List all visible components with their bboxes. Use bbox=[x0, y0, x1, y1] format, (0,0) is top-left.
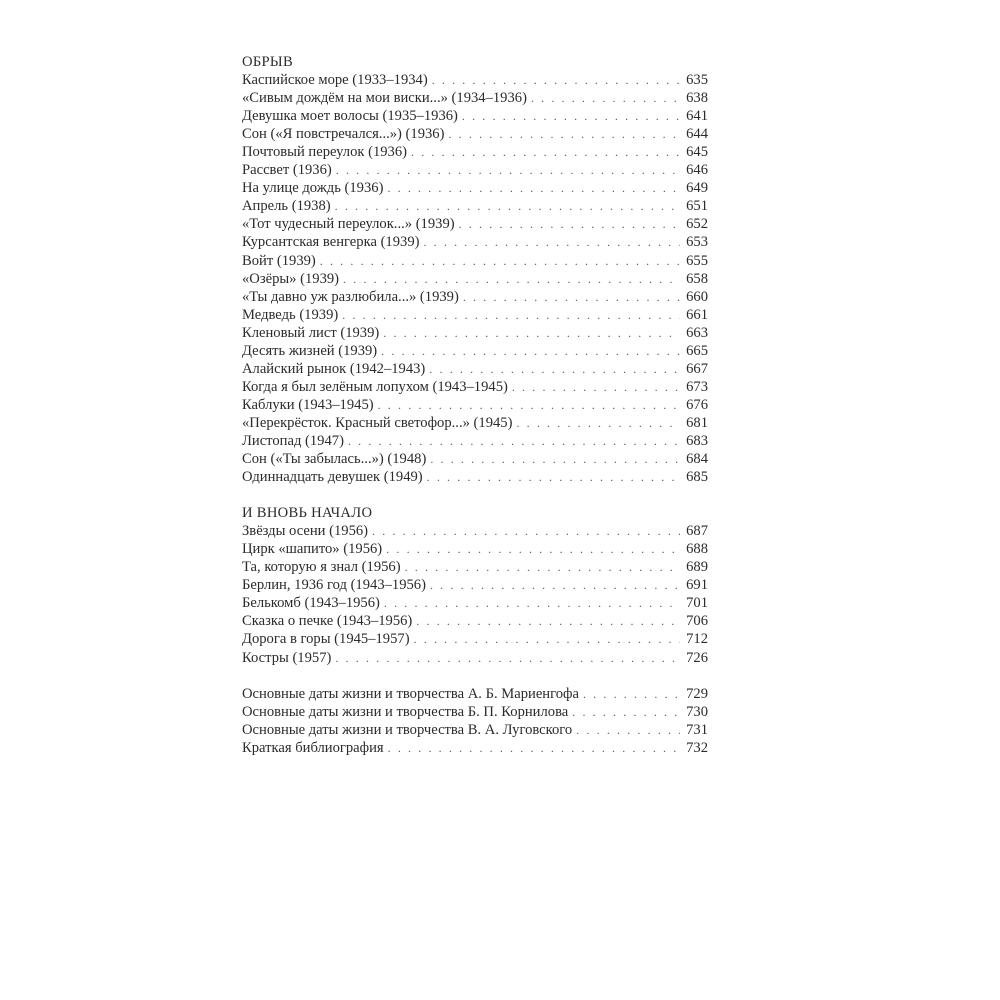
dot-leader bbox=[430, 576, 680, 594]
entry-title: Каблуки (1943–1945) bbox=[242, 396, 374, 413]
toc-entry bbox=[242, 161, 708, 179]
toc-entry bbox=[242, 107, 708, 125]
dot-leader bbox=[462, 107, 680, 125]
entry-title: Звёзды осени (1956) bbox=[242, 523, 369, 540]
toc-entry bbox=[242, 522, 708, 540]
entry-title: Та, которую я знал (1956) bbox=[242, 559, 401, 576]
entry-page-number: 651 bbox=[686, 198, 708, 215]
entry-page-number: 653 bbox=[686, 234, 708, 251]
dot-leader bbox=[414, 630, 680, 648]
toc-entry bbox=[242, 649, 708, 667]
entry-title: Дорога в горы (1945–1957) bbox=[242, 631, 410, 648]
toc-entry bbox=[242, 739, 708, 757]
toc-entry bbox=[242, 306, 708, 324]
entry-title: Берлин, 1936 год (1943–1956) bbox=[242, 577, 426, 594]
entry-page-number: 689 bbox=[686, 559, 708, 576]
dot-leader bbox=[459, 215, 680, 233]
entry-page-number: 665 bbox=[686, 342, 708, 359]
toc-entry bbox=[242, 594, 708, 612]
entry-title: Белькомб (1943–1956) bbox=[242, 595, 380, 612]
dot-leader bbox=[386, 540, 680, 558]
entry-title: Войт (1939) bbox=[242, 252, 316, 269]
entry-title: Сон («Я повстречался...») (1936) bbox=[242, 126, 445, 143]
entry-page-number: 691 bbox=[686, 577, 708, 594]
toc-entry bbox=[242, 378, 708, 396]
entry-title: Кленовый лист (1939) bbox=[242, 324, 380, 341]
entry-page-number: 663 bbox=[686, 324, 708, 341]
dot-leader bbox=[531, 89, 680, 107]
entry-page-number: 730 bbox=[686, 703, 708, 720]
dot-leader bbox=[432, 71, 680, 89]
toc-entry bbox=[242, 685, 708, 703]
dot-leader bbox=[335, 197, 680, 215]
dot-leader bbox=[343, 270, 680, 288]
entry-title: «Озёры» (1939) bbox=[242, 270, 340, 287]
entry-page-number: 658 bbox=[686, 270, 708, 287]
entry-title: Цирк «шапито» (1956) bbox=[242, 541, 383, 558]
entry-page-number: 655 bbox=[686, 252, 708, 269]
dot-leader bbox=[572, 703, 680, 721]
entry-title: Краткая библиография bbox=[242, 739, 384, 756]
entry-title: Одиннадцать девушек (1949) bbox=[242, 469, 423, 486]
dot-leader bbox=[512, 378, 680, 396]
entry-title: На улице дождь (1936) bbox=[242, 180, 384, 197]
toc-entry bbox=[242, 468, 708, 486]
dot-leader bbox=[516, 414, 680, 432]
entry-title: Основные даты жизни и творчества Б. П. Корнилова bbox=[242, 703, 569, 720]
entry-title: Каспийское море (1933–1934) bbox=[242, 72, 428, 89]
toc-entry bbox=[242, 288, 708, 306]
dot-leader bbox=[423, 233, 680, 251]
entry-page-number: 652 bbox=[686, 216, 708, 233]
toc-entry bbox=[242, 342, 708, 360]
entry-page-number: 732 bbox=[686, 739, 708, 756]
toc-entry bbox=[242, 197, 708, 215]
entry-page-number: 649 bbox=[686, 180, 708, 197]
dot-leader bbox=[405, 558, 680, 576]
dot-leader bbox=[388, 739, 680, 757]
toc-entry bbox=[242, 270, 708, 288]
toc-entry bbox=[242, 612, 708, 630]
entry-title: «Ты давно уж разлюбила...» (1939) bbox=[242, 288, 459, 305]
dot-leader bbox=[429, 360, 680, 378]
dot-leader bbox=[336, 161, 680, 179]
entry-page-number: 687 bbox=[686, 523, 708, 540]
dot-leader bbox=[448, 125, 680, 143]
toc-entry bbox=[242, 215, 708, 233]
toc-entry bbox=[242, 576, 708, 594]
entry-page-number: 684 bbox=[686, 451, 708, 468]
entry-title: Основные даты жизни и творчества А. Б. Мариенгофа bbox=[242, 685, 579, 702]
entry-title: Девушка моет волосы (1935–1936) bbox=[242, 108, 458, 125]
dot-leader bbox=[320, 252, 680, 270]
entry-title: Медведь (1939) bbox=[242, 306, 339, 323]
toc-entry bbox=[242, 414, 708, 432]
toc-entry bbox=[242, 703, 708, 721]
entry-page-number: 661 bbox=[686, 306, 708, 323]
toc-entry bbox=[242, 252, 708, 270]
entry-page-number: 726 bbox=[686, 649, 708, 666]
dot-leader bbox=[387, 179, 680, 197]
entry-title: Рассвет (1936) bbox=[242, 162, 332, 179]
toc-entry bbox=[242, 143, 708, 161]
toc-entry bbox=[242, 450, 708, 468]
toc-entry bbox=[242, 233, 708, 251]
entry-page-number: 638 bbox=[686, 90, 708, 107]
dot-leader bbox=[335, 649, 680, 667]
entry-page-number: 683 bbox=[686, 432, 708, 449]
entry-title: Листопад (1947) bbox=[242, 432, 344, 449]
dot-leader bbox=[427, 468, 680, 486]
entry-title: Основные даты жизни и творчества В. А. Луговского bbox=[242, 721, 573, 738]
entry-page-number: 667 bbox=[686, 360, 708, 377]
entry-page-number: 688 bbox=[686, 541, 708, 558]
toc-section bbox=[242, 685, 708, 757]
section-heading: ОБРЫВ bbox=[242, 54, 293, 70]
entry-title: Сказка о печке (1943–1956) bbox=[242, 613, 413, 630]
toc-entry bbox=[242, 558, 708, 576]
entry-page-number: 635 bbox=[686, 72, 708, 89]
entry-title: Когда я был зелёным лопухом (1943–1945) bbox=[242, 378, 508, 395]
entry-page-number: 681 bbox=[686, 414, 708, 431]
dot-leader bbox=[378, 396, 680, 414]
entry-title: Сон («Ты забылась...») (1948) bbox=[242, 451, 427, 468]
toc-entry bbox=[242, 432, 708, 450]
entry-page-number: 676 bbox=[686, 396, 708, 413]
dot-leader bbox=[416, 612, 680, 630]
dot-leader bbox=[411, 143, 680, 161]
entry-page-number: 729 bbox=[686, 685, 708, 702]
toc-entry bbox=[242, 89, 708, 107]
toc-entry bbox=[242, 125, 708, 143]
dot-leader bbox=[383, 324, 680, 342]
entry-title: «Сивым дождём на мои виски...» (1934–1936) bbox=[242, 90, 527, 107]
entry-title: Костры (1957) bbox=[242, 649, 332, 666]
entry-title: «Перекрёсток. Красный светофор...» (1945) bbox=[242, 414, 513, 431]
entry-page-number: 641 bbox=[686, 108, 708, 125]
dot-leader bbox=[463, 288, 680, 306]
entry-page-number: 685 bbox=[686, 469, 708, 486]
dot-leader bbox=[583, 685, 680, 703]
entry-page-number: 731 bbox=[686, 721, 708, 738]
toc-entry bbox=[242, 324, 708, 342]
toc-entry bbox=[242, 179, 708, 197]
section-heading: И ВНОВЬ НАЧАЛО bbox=[242, 505, 373, 522]
entry-page-number: 712 bbox=[686, 631, 708, 648]
table-of-contents bbox=[242, 53, 708, 775]
toc-section bbox=[242, 53, 708, 486]
entry-title: Алайский рынок (1942–1943) bbox=[242, 360, 426, 377]
entry-page-number: 646 bbox=[686, 162, 708, 179]
toc-entry bbox=[242, 71, 708, 89]
entry-title: «Тот чудесный переулок...» (1939) bbox=[242, 216, 455, 233]
entry-title: Десять жизней (1939) bbox=[242, 342, 378, 359]
entry-page-number: 660 bbox=[686, 288, 708, 305]
entry-title: Курсантская венгерка (1939) bbox=[242, 234, 420, 251]
toc-entry bbox=[242, 540, 708, 558]
entry-title: Почтовый переулок (1936) bbox=[242, 144, 408, 161]
toc-entry bbox=[242, 396, 708, 414]
dot-leader bbox=[430, 450, 680, 468]
entry-page-number: 645 bbox=[686, 144, 708, 161]
dot-leader bbox=[384, 594, 680, 612]
dot-leader bbox=[381, 342, 680, 360]
dot-leader bbox=[342, 306, 680, 324]
entry-page-number: 673 bbox=[686, 378, 708, 395]
toc-section bbox=[242, 504, 708, 666]
toc-entry bbox=[242, 360, 708, 378]
dot-leader bbox=[576, 721, 680, 739]
dot-leader bbox=[372, 522, 680, 540]
dot-leader bbox=[348, 432, 680, 450]
toc-entry bbox=[242, 721, 708, 739]
entry-title: Апрель (1938) bbox=[242, 198, 331, 215]
toc-entry bbox=[242, 630, 708, 648]
entry-page-number: 701 bbox=[686, 595, 708, 612]
entry-page-number: 644 bbox=[686, 126, 708, 143]
entry-page-number: 706 bbox=[686, 613, 708, 630]
